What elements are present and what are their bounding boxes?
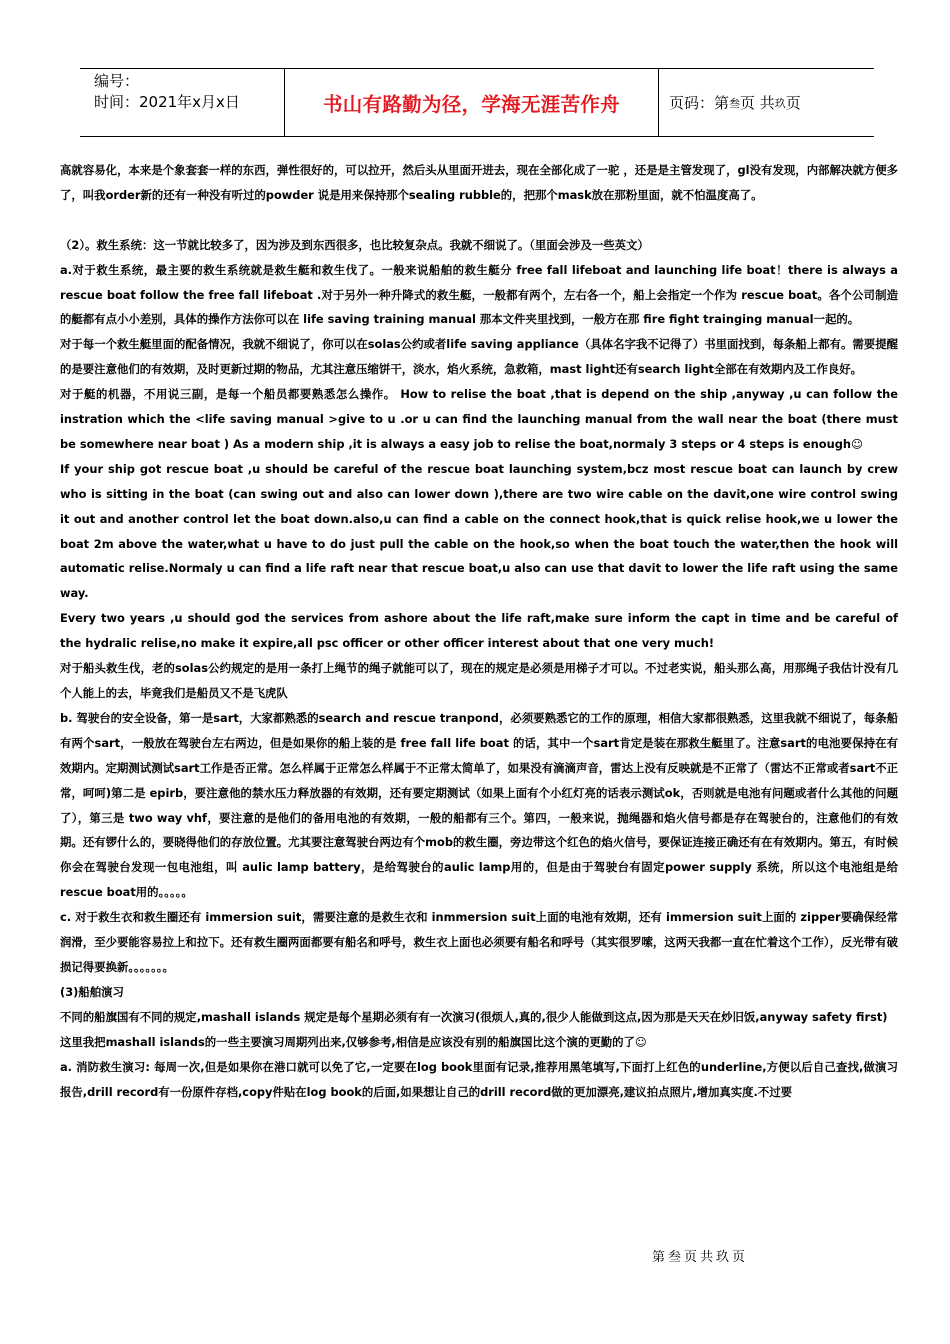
- paragraph-rescue-boat: If your ship got rescue boat ,u should be careful of the rescue boat launching system,bcz most rescue boat can launch by crew who is sitting in the boat (can swing out and also can lower down ),there are two wire cable on the davit,one wire control swing it out and another control let the boat down.also,u can find a cable on the connect hook,that is quick relise hook,we u lower the boat 2m above the water,what u have to do just pull the cable on the hook,so when the boat touch the water,then the hook will automatic relise.Normaly u can find a life raft near that rescue boat,u also can use that davit to lower the life raft using the same way.: [60, 461, 898, 601]
- page-total: 玖: [774, 96, 786, 110]
- page-mid: 页 共: [740, 94, 775, 112]
- motto: 书山有路勤为径，学海无涯苦作舟: [322, 92, 620, 116]
- document-body: [60, 158, 898, 1104]
- header-motto-cell: [285, 69, 659, 136]
- section-3-heading: (3)船舶演习: [60, 984, 124, 999]
- number-label: 编号：: [94, 72, 140, 90]
- paragraph-continuation: 高就容易化，本来是个象套套一样的东西，弹性很好的，可以拉开，然后头从里面开进去，现在全部化成了一驼 ，还是是主管发现了，gl没有发现，内部解决就方便多了，叫我order新的还有一种没有听过的powder 说是用来保持那个sealing rubble的，把那个mask放在那粉里面，就不怕温度高了。: [60, 163, 898, 202]
- header-page-cell: [659, 69, 874, 136]
- paragraph-drill-intro: 这里我把mashall islands的一些主要演习周期列出来,仅够参考,相信是应该没有别的船旗国比这个演的更勤的了☺: [60, 1034, 647, 1049]
- paragraph-fire-drill: a. 消防救生演习: 每周一次,但是如果你在港口就可以免了它,一定要在log book里面有记录,推荐用黑笔填写,下面打上红色的underline,方便以后自己查找,做演习报告,drill record有一份原件存档,copy件贴在log book的后面,如果想让自己的drill record做的更加漂亮,建议拍点照片,增加真实度.不过要: [60, 1059, 898, 1099]
- page-current: 叁: [729, 96, 741, 110]
- paragraph-flag-state-rules: 不同的船旗国有不同的规定,mashall islands 规定是每个星期必须有有一次演习(很烦人,真的,很少人能做到这点,因为那是天天在炒旧饭,anyway safety first): [60, 1009, 888, 1024]
- blank-line: [60, 208, 898, 233]
- paragraph-lifejackets: c. 对于救生衣和救生圈还有 immersion suit，需要注意的是救生衣和 inmmersion suit上面的电池有效期，还有 immersion suit上面的 zipper要确保经常润滑，至少要能容易拉上和拉下。还有救生圈两面都要有船名和呼号，救生衣上面也必须要有船名和呼号（其实很罗嗦，这两天我都一直在忙着这个工作），反光带有破损记得要换新。。。。。。。: [60, 910, 898, 974]
- page-prefix: 页码：第: [669, 94, 730, 112]
- paragraph-lifeboat-equipment: 对于每一个救生艇里面的配备情况，我就不细说了，你可以在solas公约或者life saving appliance（具体名字我不记得了）书里面找到，每条船上都有。需要提醒的是要注意他们的有效期，及时更新过期的物品，尤其注意压缩饼干，淡水，焰火系统，急救箱，mast light还有search light全部在有效期内及工作良好。: [60, 337, 898, 377]
- page-footer: 第叁页共玖页: [652, 1250, 749, 1265]
- paragraph-bow-raft: 对于船头救生伐，老的solas公约规定的是用一条打上绳节的绳子就能可以了，现在的规定是必须是用梯子才可以。不过老实说，船头那么高，用那绳子我估计没有几个人能上的去，毕竟我们是船员又不是飞虎队: [60, 661, 898, 701]
- header-meta-cell: [80, 69, 285, 136]
- paragraph-life-raft-service: Every two years ,u should god the services from ashore about the life raft,make sure inform the capt in time and be careful of the hydralic relise,no make it expire,all psc officer or other officer interest about that one very much!: [60, 611, 898, 651]
- section-2-heading: （2）。救生系统：这一节就比较多了，因为涉及到东西很多，也比较复杂点。我就不细说了。（里面会涉及一些英文）: [60, 237, 649, 252]
- paragraph-bridge-equipment: b. 驾驶台的安全设备，第一是sart，大家都熟悉的search and rescue tranpond，必须要熟悉它的工作的原理，相信大家都很熟悉，这里我就不细说了，每条船有两个sart，一般放在驾驶台左右两边，但是如果你的船上装的是 free fall life boat 的话，其中一个sart肯定是装在那救生艇里了。注意sart的电池要保持在有效期内。定期测试测试sart工作是否正常。怎么样属于正常怎么样属于不正常太简单了，如果没有滴滴声音，雷达上没有反映就是不正常了（雷达不正常或者sart不正常，呵呵)第二是 epirb，要注意他的禁水压力释放器的有效期，还有要定期测试（如果上面有个小红灯亮的话表示测试ok，否则就是电池有问题或者什么其他的问题了），第三是 two way vhf，要注意的是他们的备用电池的有效期，一般的船都有三个。第四，一般来说，抛绳器和焰火信号都是存在驾驶台的，注意他们的有效期。还有锣什么的，要晓得他们的存放位置。尤其要注意驾驶台两边有个mob的救生圈，旁边带这个红色的焰火信号，要保证连接正确还有在有效期内。第五，有时候你会在驾驶台发现一包电池组，叫 aulic lamp battery，是给驾驶台的aulic lamp用的，但是由于驾驶台有固定power supply 系统，所以这个电池组是给rescue boat用的。。。。。: [60, 710, 898, 900]
- paragraph-lifeboat-types: a.对于救生系统，最主要的救生系统就是救生艇和救生伐了。一般来说船舶的救生艇分 free fall lifeboat and launching life boat！there is always a rescue boat follow the free fall lifeboat .对于另外一种升降式的救生艇，一般都有两个，左右各一个，船上会指定一个作为 rescue boat。各个公司制造的艇都有点小小差别，具体的操作方法你可以在 life saving training manual 那本文件夹里找到，一般方在那 fire fight trainging manual一起的。: [60, 262, 898, 327]
- page-header: [80, 68, 874, 137]
- page-suffix: 页: [785, 94, 801, 112]
- paragraph-boat-machinery: 对于艇的机器，不用说三副，是每一个船员都要熟悉怎么操作。 How to relise the boat ,that is depend on the ship ,anyway ,u can follow the instration which the <life saving manual >give to u .or u can find the launching manual from the wall near the boat (there must be somewhere near boat ) As a modern ship ,it is always a easy job to relise the boat,normaly 3 steps or 4 steps is enough☺: [60, 387, 898, 451]
- time-label: 时间：2021年x月x日: [94, 93, 240, 111]
